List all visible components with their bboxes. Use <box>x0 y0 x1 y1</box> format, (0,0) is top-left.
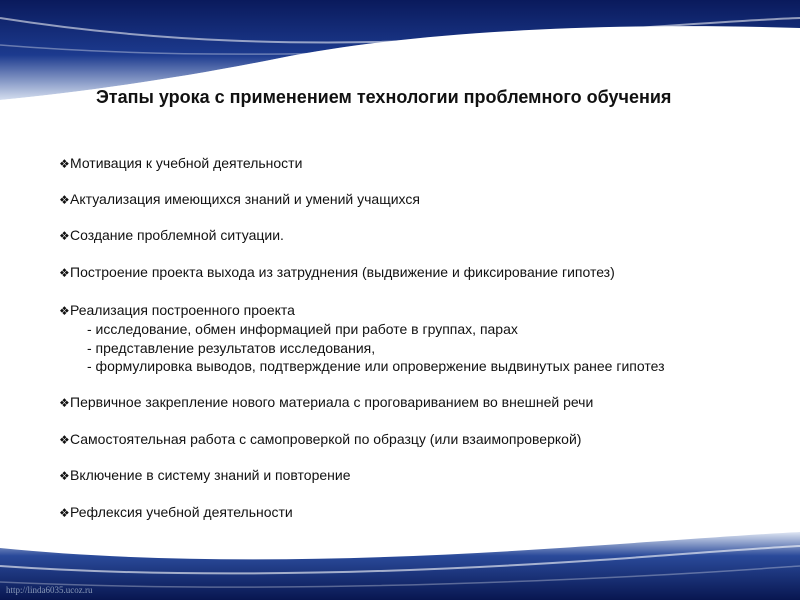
list-item-text: Первичное закрепление нового материала с проговариванием во внешней речи <box>70 394 594 410</box>
diamond-bullet-icon: ❖ <box>59 157 70 171</box>
list-item <box>59 430 581 449</box>
diamond-bullet-icon: ❖ <box>59 229 70 243</box>
list-subitem: - исследование, обмен информацией при работе в группах, парах <box>87 321 518 337</box>
list-item <box>59 503 293 522</box>
list-subitem: - представление результатов исследования, <box>87 340 376 356</box>
diamond-bullet-icon: ❖ <box>59 506 70 520</box>
list-item-text: Рефлексия учебной деятельности <box>70 504 293 520</box>
footer-url: http://linda6035.ucoz.ru <box>6 585 93 595</box>
list-item <box>59 301 295 320</box>
diamond-bullet-icon: ❖ <box>59 469 70 483</box>
list-item <box>59 190 420 209</box>
diamond-bullet-icon: ❖ <box>59 304 70 318</box>
list-item-text: Создание проблемной ситуации. <box>70 227 284 243</box>
list-item <box>59 154 302 173</box>
list-item-text: Включение в систему знаний и повторение <box>70 467 351 483</box>
list-item-text: Мотивация к учебной деятельности <box>70 155 303 171</box>
diamond-bullet-icon: ❖ <box>59 193 70 207</box>
list-item-text: Актуализация имеющихся знаний и умений учащихся <box>70 191 420 207</box>
diamond-bullet-icon: ❖ <box>59 433 70 447</box>
list-item-text: Самостоятельная работа с самопроверкой по образцу (или взаимопроверкой) <box>70 431 582 447</box>
list-item-text: Построение проекта выхода из затруднения (выдвижение и фиксирование гипотез) <box>70 264 615 280</box>
list-item <box>59 393 593 412</box>
list-item <box>59 263 615 282</box>
list-item <box>59 226 284 245</box>
list-item <box>59 466 351 485</box>
diamond-bullet-icon: ❖ <box>59 266 70 280</box>
list-item-text: Реализация построенного проекта <box>70 302 295 318</box>
list-subitem: - формулировка выводов, подтверждение или опровержение выдвинутых ранее гипотез <box>87 358 665 374</box>
diamond-bullet-icon: ❖ <box>59 396 70 410</box>
slide-title: Этапы урока с применением технологии проблемного обучения <box>96 87 672 107</box>
